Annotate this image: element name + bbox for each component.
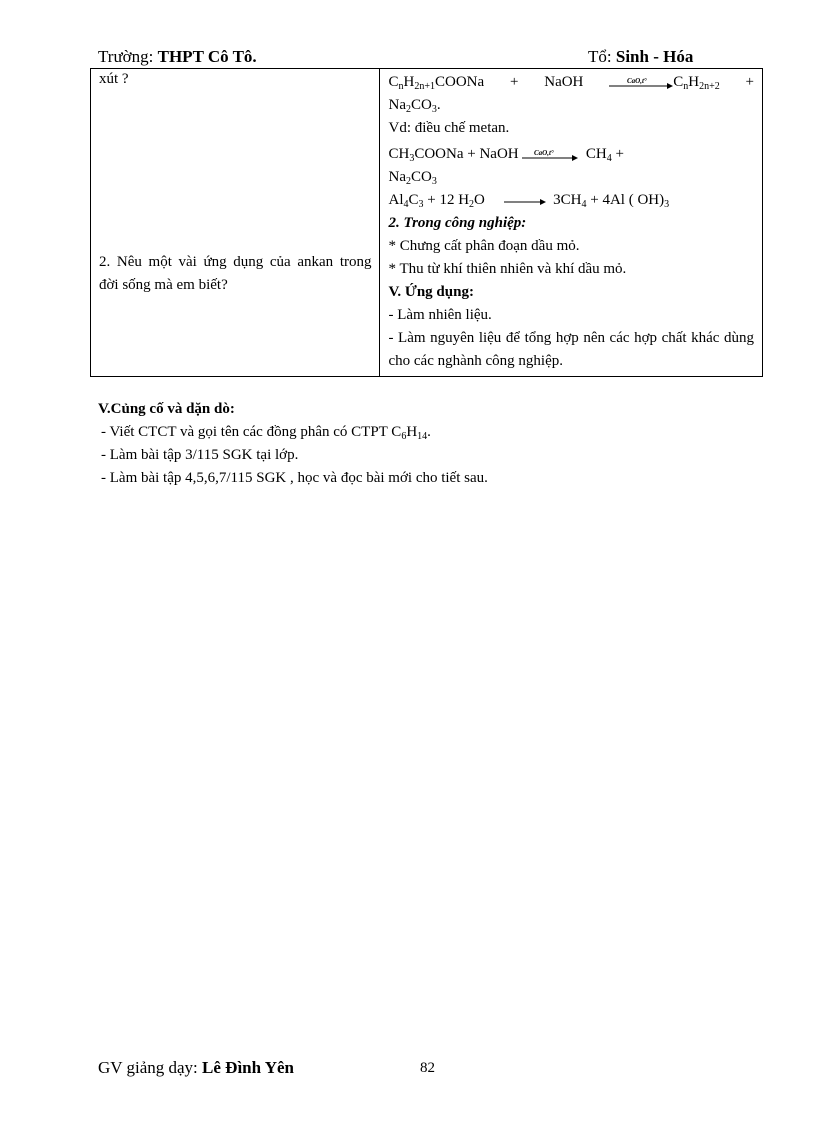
page-footer [98,1058,294,1078]
industry-item: * Chưng cất phân đoạn dầu mỏ. [388,238,580,254]
school-info [98,47,257,67]
group-name: Sinh - Hóa [615,47,694,66]
group-info [588,47,693,67]
reaction-arrow-icon [522,149,578,161]
teacher-label: GV giảng dạy: [98,1058,203,1077]
teacher-name: Lê Đình Yên [202,1058,294,1077]
equation-decarboxylation-general-cont: $Na_2CO_3$. [388,97,441,115]
reaction-arrow-icon [609,77,673,89]
application-item: - Làm nhiên liệu. [388,307,492,323]
school-name: THPT Cô Tô. [157,47,257,66]
industry-item: * Thu từ khí thiên nhiên và khí dầu mỏ. [388,261,627,277]
page-number: 82 [420,1060,435,1076]
school-label: Trường: [98,47,158,66]
summary-item: - Làm bài tập 3/115 SGK tại lớp. [101,447,299,463]
summary-section [98,398,758,490]
table-row [91,69,763,377]
group-label: Tổ: [588,47,616,66]
example-label: Vd: điều chế metan. [388,120,510,136]
reaction-arrow-icon [504,195,546,207]
industry-heading: 2. Trong công nghiệp: [388,215,527,231]
equation-methane-acetate: $CH_3COONa$ + NaOH CaO,t° $CH_4$ + [388,146,624,164]
lesson-table [90,68,763,377]
svg-text:CaO,t°: CaO,t° [627,76,647,85]
summary-item: - Làm bài tập 4,5,6,7/115 SGK , học và đọc bài mới cho tiết sau. [101,470,488,486]
application-item: - Làm nguyên liệu để tổng hợp nên các hợp chất khác dùng cho các nghành công nghiệp. [388,330,754,369]
equation-methane-acetate-cont: $Na_2CO_3$ [388,169,437,187]
question-cell [91,69,380,377]
application-heading: V. Ứng dụng: [388,284,474,300]
page-header [98,47,763,69]
question-1: xút ? [99,71,129,87]
summary-title: V.Củng cố và dặn dò: [98,401,235,417]
equation-decarboxylation-general: $C_nH_{2n+1}COONa$ + NaOH CaO,t° $C_nH_{2n+2}$ + [388,74,755,92]
summary-item: - Viết CTCT và gọi tên các đồng phân có CTPT $C_6H_{14}$. [101,424,431,442]
equation-methane-carbide: $Al_4C_3 + 12$ $H_2O$ $3CH_4 + 4Al$ ( $OH)_3$ [388,192,670,210]
svg-text:CaO,t°: CaO,t° [534,148,555,157]
question-2: 2. Nêu một vài ứng dụng của ankan trong đời sống mà em biết? [99,254,372,293]
answer-cell [380,69,763,377]
